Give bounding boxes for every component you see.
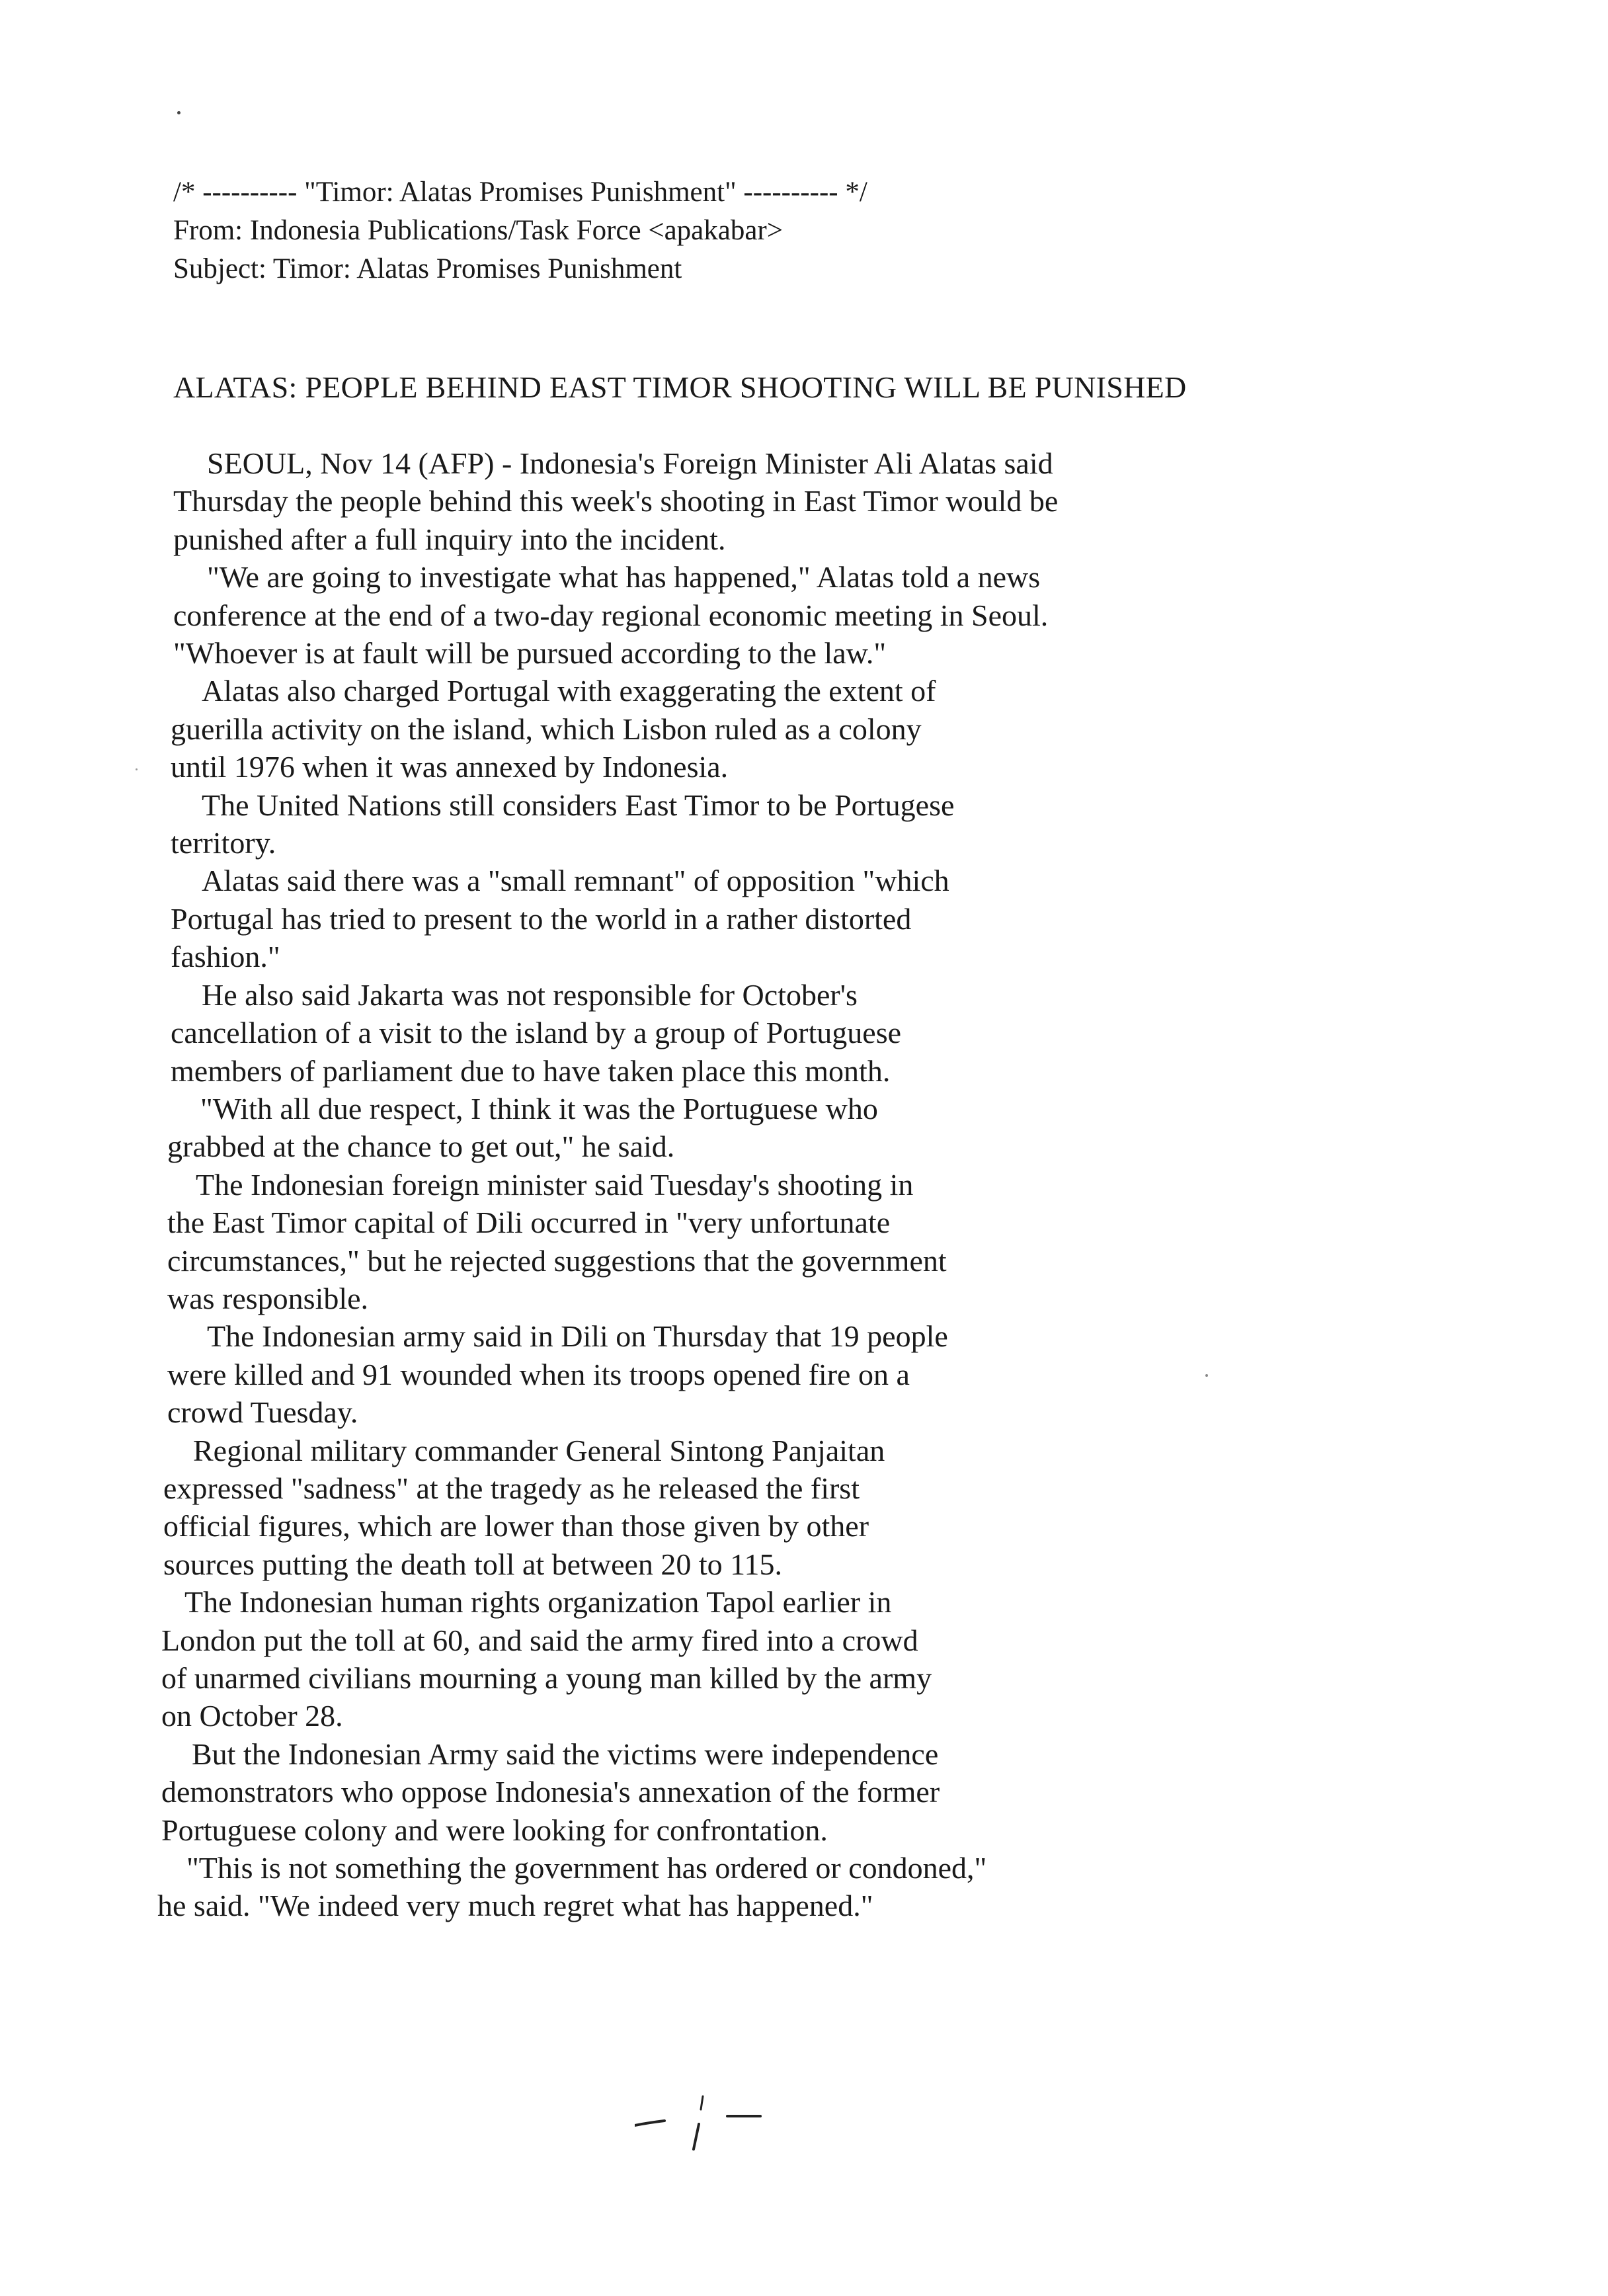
article-line: fashion." [171,940,280,974]
article-line: Regional military commander General Sintong Panjaitan [193,1433,885,1467]
article-line: demonstrators who oppose Indonesia's annexation of the former [161,1775,940,1809]
article-line: The Indonesian human rights organization Tapol earlier in [184,1585,892,1620]
article-paragraph [0,1432,1608,1584]
article-line: conference at the end of a two-day regional economic meeting in Seoul. [173,598,1049,632]
header-separator-line: /* ---------- "Timor: Alatas Promises Punishment" ---------- */ [173,177,867,208]
article-paragraph [0,1735,1608,1849]
article-line: circumstances," but he rejected suggestions that the government [167,1243,947,1278]
article-line: of unarmed civilians mourning a young man killed by the army [161,1661,932,1695]
article-line: was responsible. [167,1281,369,1315]
article-line: expressed "sadness" at the tragedy as he released the first [163,1471,860,1505]
article-line: Alatas also charged Portugal with exaggerating the extent of [202,674,936,708]
scan-speck [177,111,181,114]
article-line: But the Indonesian Army said the victims were independence [192,1737,939,1771]
article-line: SEOUL, Nov 14 (AFP) - Indonesia's Foreign Minister Ali Alatas said [207,446,1053,480]
article-paragraph [0,672,1608,786]
header-subject-line: Subject: Timor: Alatas Promises Punishment [173,253,682,284]
article-line: official figures, which are lower than those given by other [163,1509,869,1543]
article-headline: ALATAS: PEOPLE BEHIND EAST TIMOR SHOOTING WILL BE PUNISHED [173,370,1187,404]
article-line: sources putting the death toll at between 20 to 115. [163,1547,782,1581]
article-paragraph [0,862,1608,975]
article-line: the East Timor capital of Dili occurred in "very unfortunate [167,1206,891,1240]
article-line: grabbed at the chance to get out," he said. [167,1129,675,1164]
article-line: members of parliament due to have taken place this month. [171,1053,891,1088]
article-line: Portuguese colony and were looking for confrontation. [161,1813,828,1847]
article-line: "This is not something the government has ordered or condoned," [186,1851,987,1885]
article-paragraph [0,1849,1608,1925]
article-line: The United Nations still considers East Timor to be Portugese [202,788,955,822]
article-line: cancellation of a visit to the island by a group of Portuguese [171,1016,902,1050]
article-paragraph [0,976,1608,1090]
article-line: "With all due respect, I think it was the Portuguese who [200,1091,878,1126]
article-line: London put the toll at 60, and said the army fired into a crowd [161,1623,918,1657]
article-line: The Indonesian foreign minister said Tuesday's shooting in [196,1167,914,1202]
article-paragraph [0,1166,1608,1318]
article-line: he said. "We indeed very much regret what has happened." [157,1889,873,1923]
article-line: Alatas said there was a "small remnant" of opposition "which [202,864,949,898]
article-paragraph [0,558,1608,672]
article-line: territory. [171,826,276,860]
article-paragraph [0,1317,1608,1431]
article-line: "Whoever is at fault will be pursued according to the law." [173,636,887,671]
article-line: until 1976 when it was annexed by Indonesia. [171,750,729,784]
header-from-line: From: Indonesia Publications/Task Force <apakabar> [173,215,784,246]
article-paragraph [0,1583,1608,1735]
article-paragraph [0,786,1608,862]
email-header [173,173,1297,288]
handwritten-page-number [635,2083,767,2162]
article-line: punished after a full inquiry into the incident. [173,522,726,556]
article-line: crowd Tuesday. [167,1395,358,1430]
article-paragraph [0,1090,1608,1166]
article-body [0,444,1608,1925]
article-line: "We are going to investigate what has happened," Alatas told a news [207,560,1041,594]
article-line: Portugal has tried to present to the world in a rather distorted [171,901,912,936]
article-line: Thursday the people behind this week's shooting in East Timor would be [173,484,1059,518]
article-paragraph [0,444,1608,558]
article-line: on October 28. [161,1699,343,1733]
article-line: were killed and 91 wounded when its troops opened fire on a [167,1357,910,1391]
article-line: He also said Jakarta was not responsible for October's [202,977,858,1012]
article-line: The Indonesian army said in Dili on Thursday that 19 people [207,1319,948,1354]
article-line: guerilla activity on the island, which Lisbon ruled as a colony [171,712,922,746]
